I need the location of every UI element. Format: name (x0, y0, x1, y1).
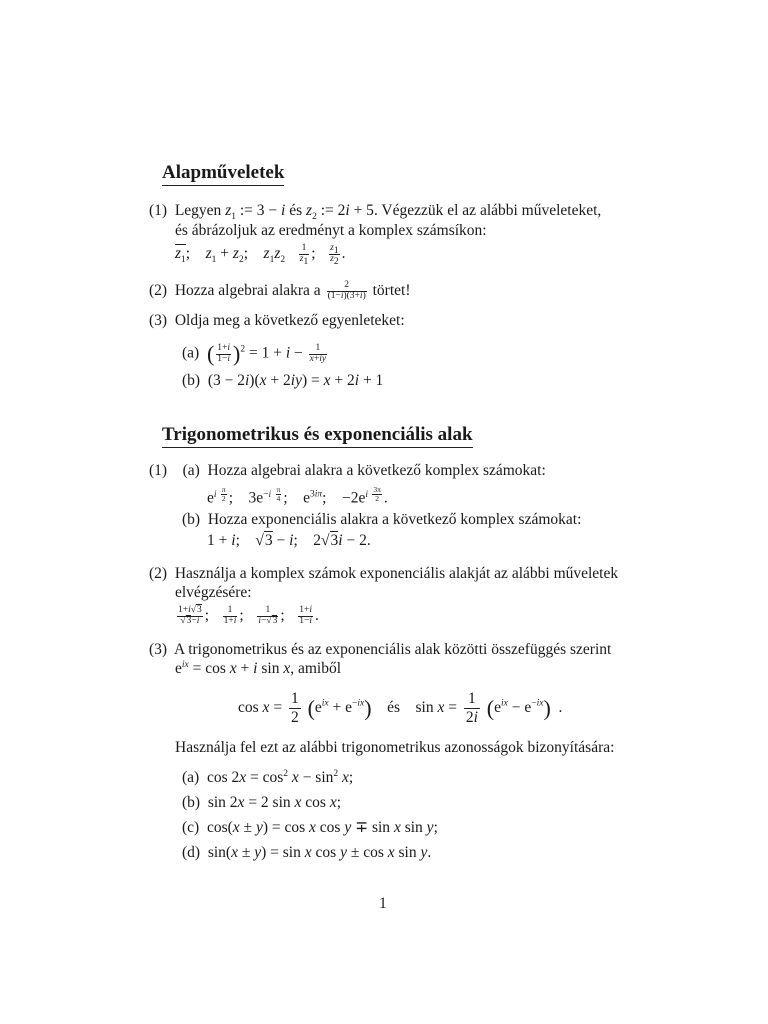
display-equation: cos x = $\frac{1}{2}$ $(e^{ix} + e^{-ix})$ és sin x = $\frac{1}{2i}$ $(e^{ix} - e^{-ix})$ . (238, 690, 563, 726)
problem-3a: (a) ( $\frac{1+i}{1-i}$ )$^2$ = 1 + i − $\frac{1}{x+iy}$ (182, 341, 327, 366)
s2-problem-1a-exprs: $e^{i \frac{\pi}{2}}$ ; $3e^{-i \frac{\pi}{4}}$ ; $e^{3i\pi}$; $-2e^{i \frac{3\pi}{2}}$ . (207, 485, 388, 507)
identity-d: (d) sin(x ± y) = sin x cos y ± cos x sin y. (182, 844, 432, 861)
s2-problem-3-line-2: $e^{ix} = \cos x + i$ sin x, amiből (175, 659, 342, 677)
section-heading-trig-exp: Trigonometrikus és exponenciális alak (162, 425, 473, 448)
problem-2: (2) Hozza algebrai alakra a $\frac{2}{(1-i)(3+i)}$ törtet! (149, 280, 411, 301)
identity-c: (c) cos(x ± y) = cos x cos y ∓ sin x sin y; (182, 819, 438, 836)
problem-3: (3) Oldja meg a következő egyenleteket: (149, 312, 405, 329)
problem-3b: (b) (3 − 2i)(x + 2iy) = x + 2i + 1 (182, 372, 384, 389)
problem-1-expressions: $z_1$; $z_1 + z_2$; $z_1z_2$ $\frac{1}{z_1}$ ; $\frac{z_1}{z_2}$ . (175, 243, 346, 267)
identity-a: (a) $\cos 2x = \cos^2 x - \sin^2 x$; (182, 768, 354, 786)
s2-problem-3-instruction: Használja fel ezt az alábbi trigonometrikus azonosságok bizonyítására: (175, 739, 615, 756)
s2-problem-1b: (b) Hozza exponenciális alakra a következő komplex számokat: (182, 511, 582, 528)
s2-problem-1a: (1) (a) Hozza algebrai alakra a következő komplex számokat: (149, 462, 546, 479)
s2-problem-2-line-1: (2) Használja a komplex számok exponenciális alakját az alábbi műveletek (149, 565, 619, 582)
s2-problem-1b-exprs: 1 + i; √3 − i; 2√3i − 2. (207, 532, 371, 549)
identity-b: (b) sin 2x = 2 sin x cos x; (182, 794, 342, 811)
s2-problem-2-exprs: $\frac{1+i√3}{√3-i}$ ; $\frac{1}{1+i}$ ; $\frac{1}{i-√3}$ ; $\frac{1+i}{1-i}$ . (178, 605, 319, 626)
problem-1-line-2: és ábrázoljuk az eredményt a komplex számsíkon: (175, 222, 487, 239)
s2-problem-3-line-1: (3) A trigonometrikus és az exponenciális alak közötti összefüggés szerint (149, 641, 612, 658)
s2-problem-2-line-2: elvégzésére: (175, 584, 252, 601)
page-number: 1 (379, 895, 387, 912)
problem-1-line-1: (1) Legyen $z_1$ := 3 − i és $z_2$ := 2i + 5. Végezzük el az alábbi műveleteket, (149, 202, 602, 223)
section-heading-basic-operations: Alapműveletek (162, 163, 284, 186)
